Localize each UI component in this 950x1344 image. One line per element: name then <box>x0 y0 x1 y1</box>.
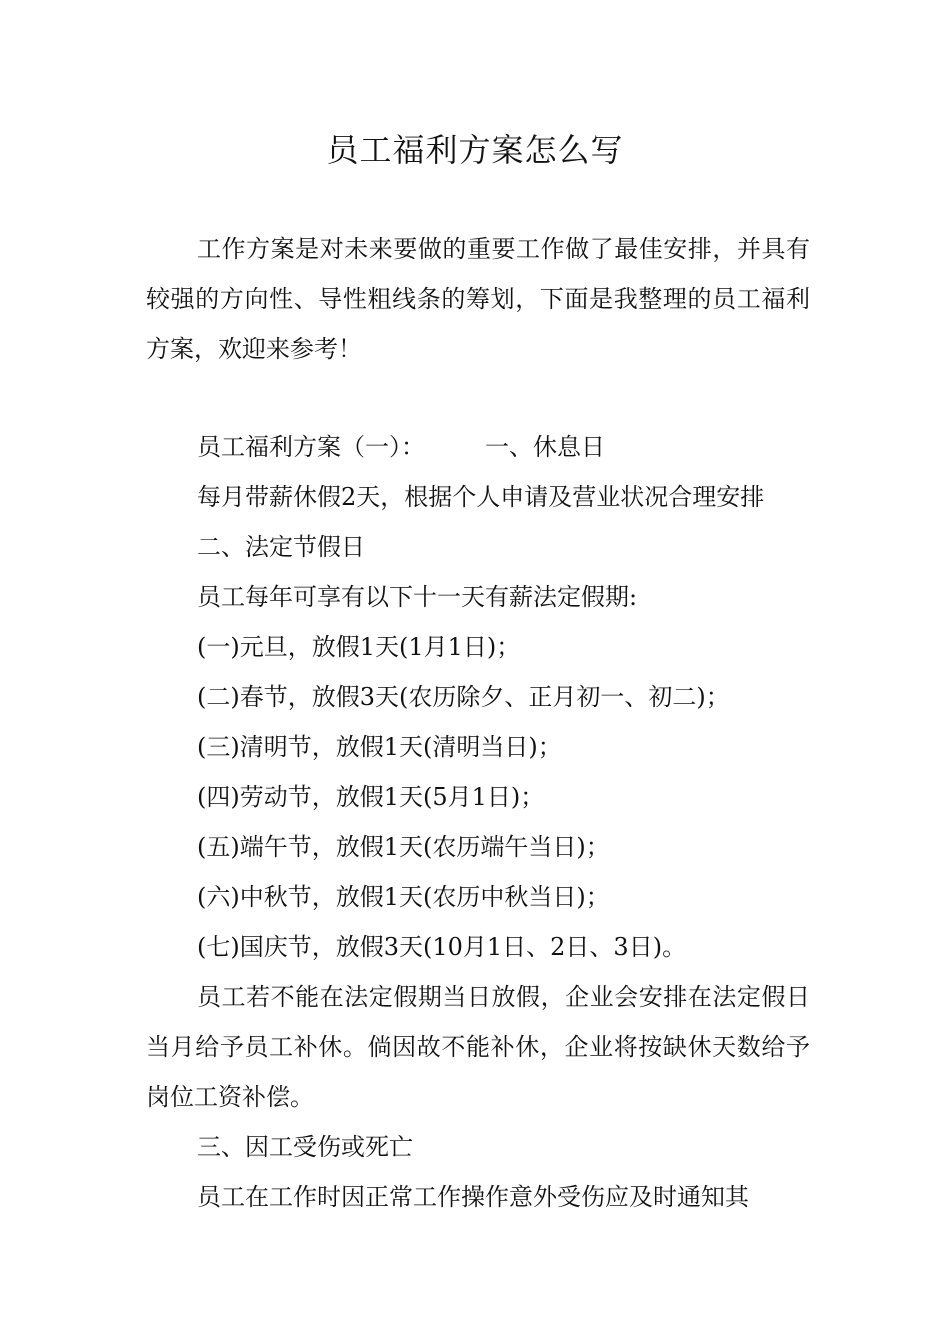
section2-heading: 二、法定节假日 <box>197 533 365 561</box>
document-title: 员工福利方案怎么写 <box>326 131 624 169</box>
holiday-item: (四)劳动节，放假1天(5月1日)； <box>197 783 545 811</box>
section2-intro: 员工每年可享有以下十一天有薪法定假期: <box>197 583 638 611</box>
scheme-heading-line <box>197 422 605 472</box>
scheme-heading: 员工福利方案（一）： <box>197 433 425 461</box>
holiday-item: (七)国庆节，放假3天(10月1日、2日、3日)。 <box>197 933 687 961</box>
holiday-item: (一)元旦，放假1天(1月1日)； <box>197 633 521 661</box>
holiday-item: (三)清明节，放假1天(清明当日)； <box>197 733 562 761</box>
section1-text: 每月带薪休假2天，根据个人申请及营业状况合理安排 <box>197 483 765 511</box>
section3-text: 员工在工作时因正常工作操作意外受伤应及时通知其 <box>197 1183 749 1211</box>
holiday-item: (二)春节，放假3天(农历除夕、正月初一、初二)； <box>197 683 730 711</box>
section2-note: 员工若不能在法定假期当日放假，企业会安排在法定假日当月给予员工补休。倘因故不能补休，企业将按缺休天数给予岗位工资补偿。 <box>146 983 810 1111</box>
intro-paragraph: 工作方案是对未来要做的重要工作做了最佳安排，并具有较强的方向性、导性粗线条的筹划，下面是我整理的员工福利方案，欢迎来参考！ <box>146 235 810 363</box>
holiday-item: (六)中秋节，放假1天(农历中秋当日)； <box>197 883 610 911</box>
section1-heading: 一、休息日 <box>485 433 605 461</box>
section3-heading: 三、因工受伤或死亡 <box>197 1133 413 1161</box>
holiday-item: (五)端午节，放假1天(农历端午当日)； <box>197 833 610 861</box>
